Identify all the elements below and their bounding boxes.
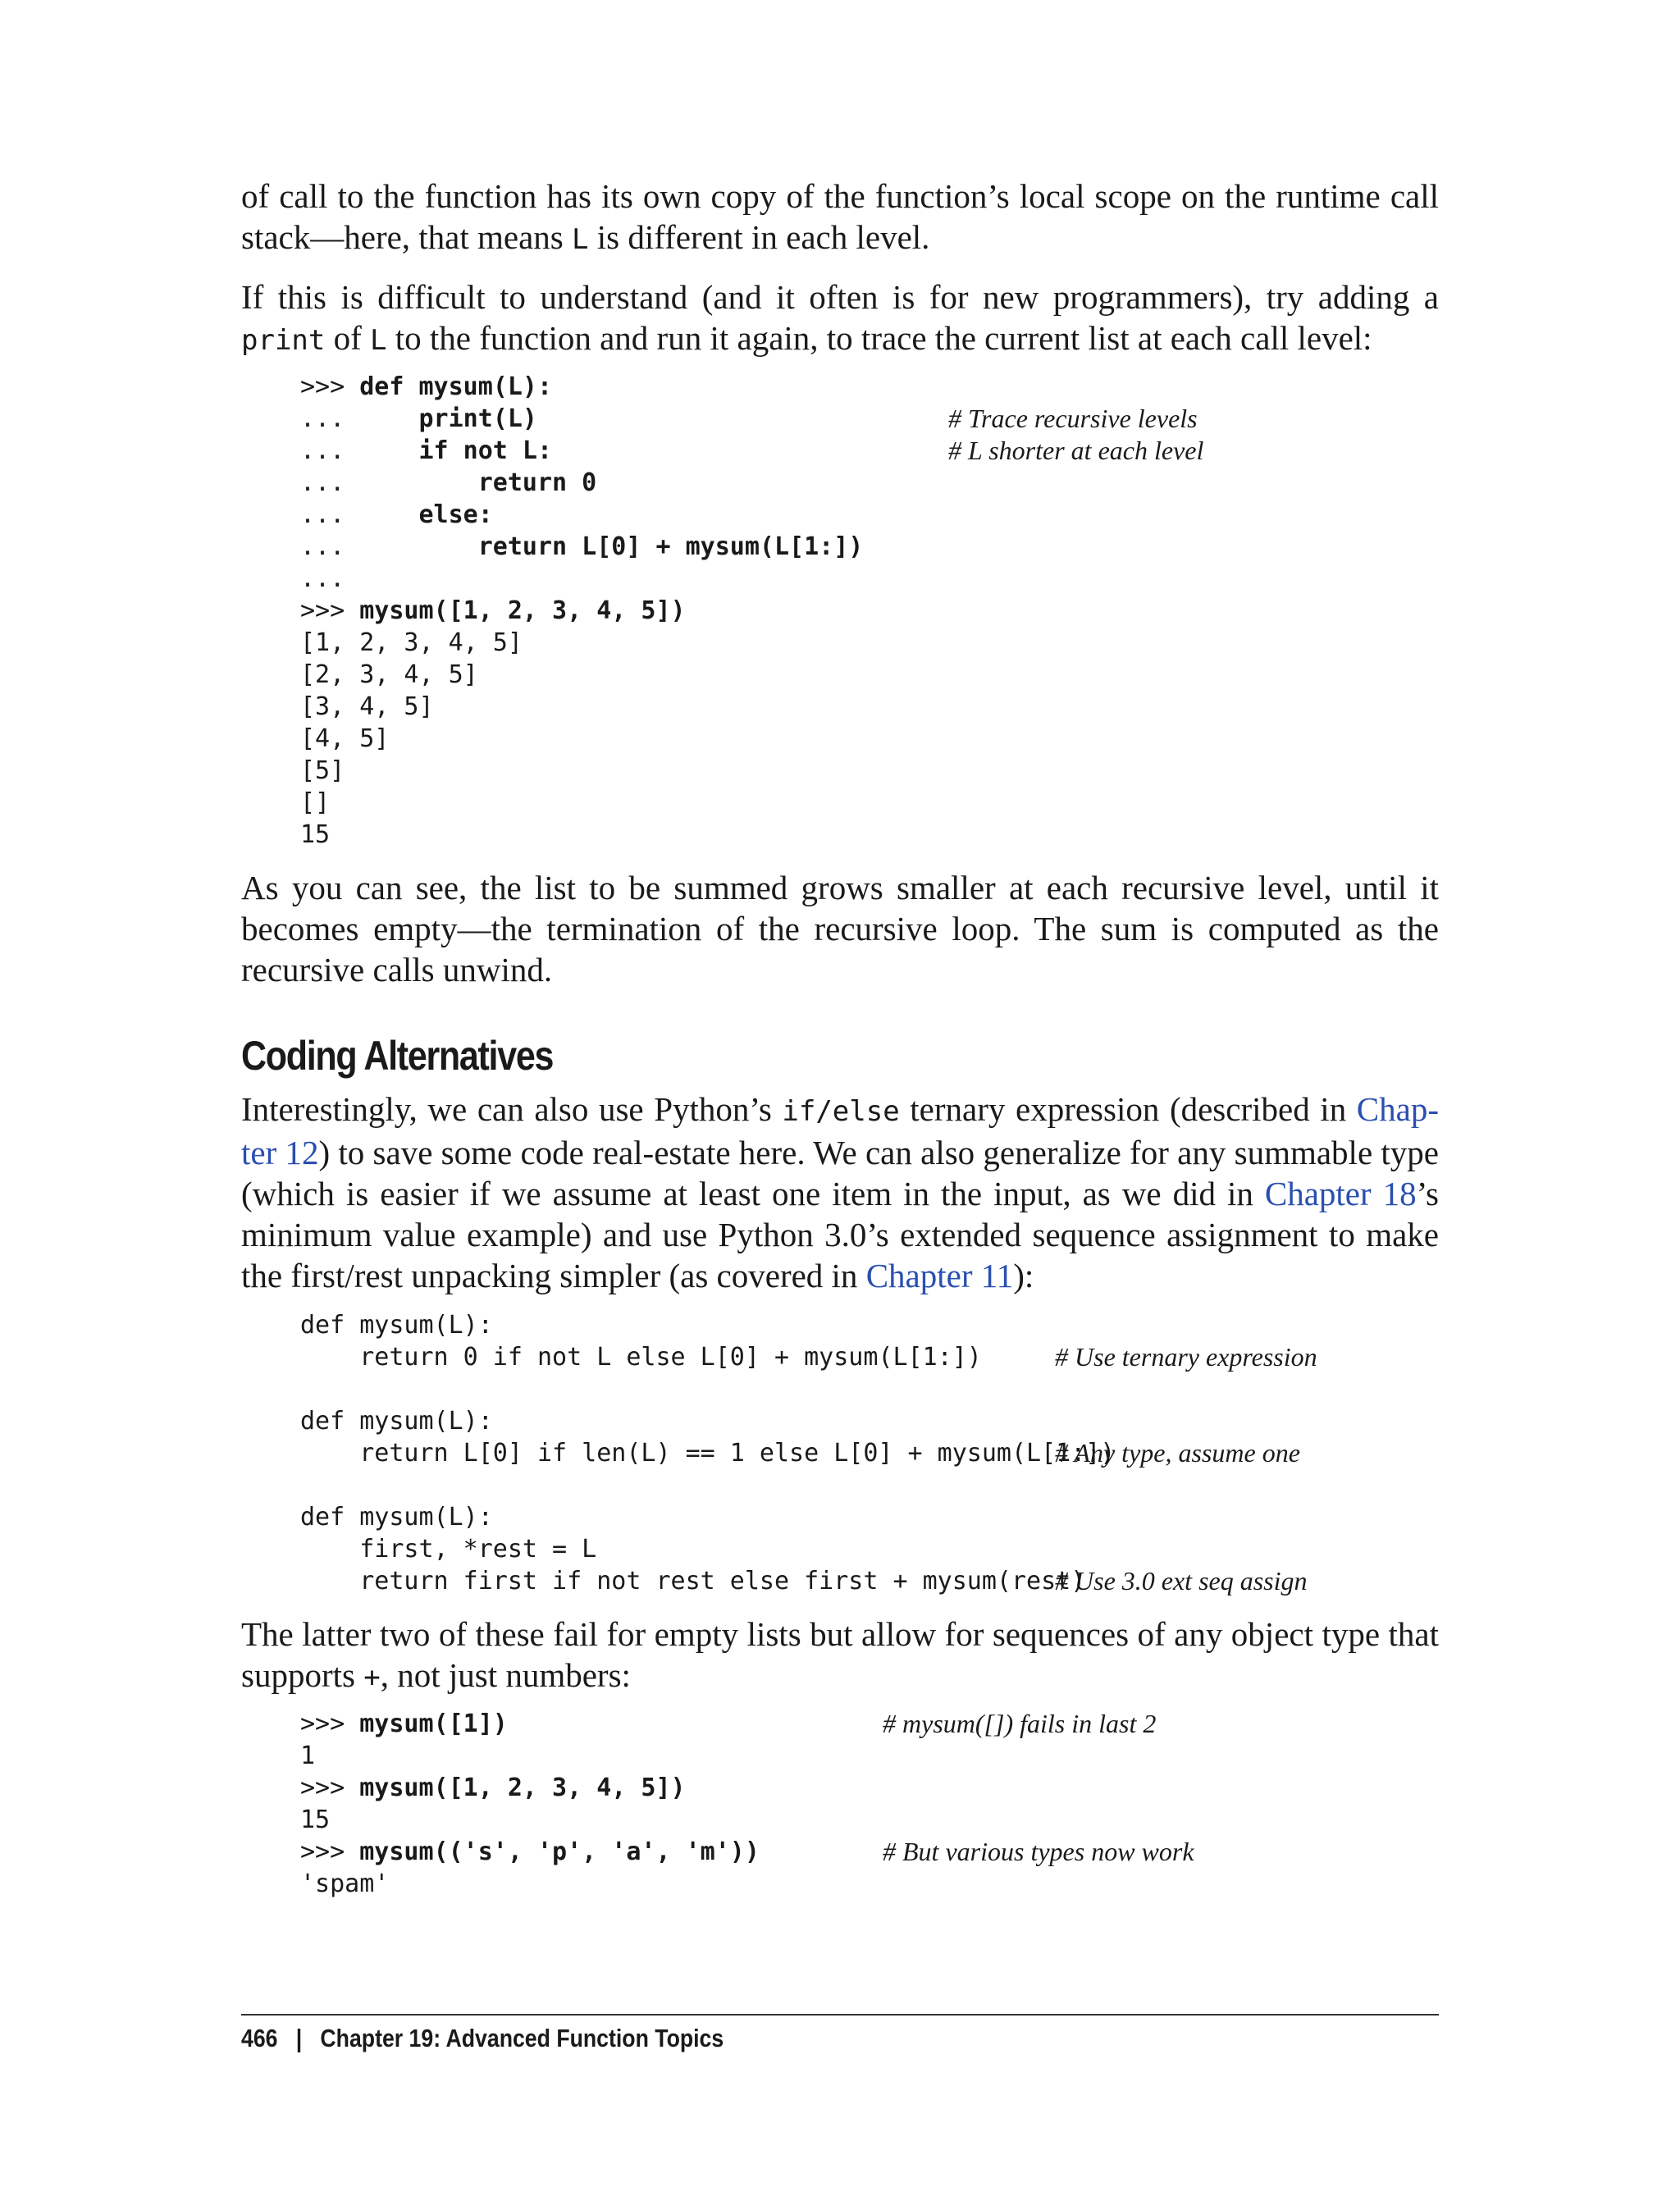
code-line [300,1740,1439,1772]
code-prompt: 15 [300,820,331,849]
code-text: return L[0] + mysum(L[1:]) [477,532,864,561]
code-line [300,1469,1439,1501]
code-prompt: [5] [300,756,345,785]
link-chapter-12[interactable]: Chapter 12 [241,1090,1439,1171]
code-line [300,819,1439,851]
code-prompt: ... [300,404,419,433]
code-text: if not L: [418,436,553,465]
code-comment: # Use ternary expression [1055,1342,1317,1372]
code-line [300,1565,1439,1597]
code-block-types [300,1708,1439,1900]
chapter-title: Chapter 19: Advanced Function Topics [320,2024,724,2052]
code-prompt: ... [300,532,478,561]
code-text: return L[0] if len(L) == 1 else L[0] + mysum(L[1:]) [300,1439,1116,1468]
footer-separator: | [295,2024,303,2052]
code-line [300,595,1439,627]
code-comment: # But various types now work [883,1837,1194,1866]
code-text: def mysum(L): [359,372,553,401]
code-text: mysum(('s', 'p', 'a', 'm')) [359,1838,760,1866]
code-line [300,531,1439,563]
code-comment: # Any type, assume one [1055,1438,1300,1468]
code-text: def mysum(L): [300,1311,493,1340]
paragraph-alternatives [241,1089,1439,1296]
code-line [300,787,1439,819]
code-text: print(L) [418,404,537,433]
paragraph-latter [241,1614,1439,1698]
code-prompt: ... [300,436,419,465]
code-text: mysum([1]) [359,1710,508,1738]
code-text: return 0 [477,468,597,497]
code-prompt: [1, 2, 3, 4, 5] [300,628,523,657]
code-line [300,1836,1439,1868]
text-run: ternary expression (described in [899,1090,1357,1128]
code-line [300,691,1439,723]
paragraph-summary: As you can see, the list to be summed grows smaller at each recursive level, until it becomes empty—the termination of the recursive loop. The sum is computed as the recursive calls unwind. [241,869,1439,988]
code-line [300,371,1439,403]
footer-rule [241,2014,1439,2016]
code-prompt: >>> [300,596,360,625]
page-footer [241,2022,724,2055]
text-run: ): [1013,1257,1034,1294]
text-run: If this is difficult to understand (and it often is for new programmers), try adding a [241,278,1439,316]
paragraph-trace [241,276,1439,361]
code-line [300,1772,1439,1804]
code-line [300,627,1439,659]
code-prompt: [] [300,788,331,817]
code-line [300,403,1439,435]
code-line [300,723,1439,755]
inline-code: + [363,1661,381,1694]
code-line [300,467,1439,499]
code-text: mysum([1, 2, 3, 4, 5]) [359,596,686,625]
code-block-alternatives [300,1309,1439,1597]
code-text: return 0 if not L else L[0] + mysum(L[1:]) [300,1343,982,1372]
page-content [241,176,1439,1900]
code-line [300,1341,1439,1373]
code-comment: # Use 3.0 ext seq assign [1055,1566,1308,1596]
code-line [300,563,1439,595]
code-prompt: ... [300,564,345,593]
text-run: of call to the function has its own copy of the function’s local scope on the runtime call stack—here, that means [241,177,1439,256]
code-line [300,435,1439,467]
paragraph-intro [241,176,1439,260]
code-prompt: [2, 3, 4, 5] [300,660,478,689]
code-prompt: 15 [300,1806,331,1834]
inline-code: if/else [782,1095,900,1128]
page-number: 466 [241,2024,278,2052]
code-prompt: >>> [300,1774,360,1802]
code-prompt: ... [300,468,478,497]
code-comment: # Trace recursive levels [948,404,1198,433]
code-prompt: [3, 4, 5] [300,692,434,721]
code-line [300,1309,1439,1341]
text-run: is different in each level. [588,218,930,256]
code-text: def mysum(L): [300,1503,493,1532]
code-line [300,1804,1439,1836]
text-run: ’s minimum value example) and use Python 3.0’s extended sequence assignment to make the first/rest unpacking simpler (as covered in [241,1175,1439,1294]
code-text: return first if not rest else first + mysum(rest) [300,1567,1086,1596]
inline-code: L [370,324,387,357]
inline-code: L [572,223,589,256]
text-run: of [325,319,371,357]
code-text: first, *rest = L [300,1535,597,1564]
code-line [300,1868,1439,1900]
section-heading: Coding Alternatives [241,1033,554,1079]
code-text: def mysum(L): [300,1407,493,1436]
code-line [300,1708,1439,1740]
code-line [300,1405,1439,1437]
code-text: else: [418,500,493,529]
code-line [300,755,1439,787]
code-prompt: 1 [300,1742,316,1770]
code-prompt: ... [300,500,419,529]
code-line [300,1533,1439,1565]
link-chapter-11[interactable]: Chapter 11 [865,1257,1014,1294]
text-run: ) to save some code real-estate here. We can also generalize for any summable type (which is easier if we assume at least one item in the input, as we did in [241,1134,1439,1212]
text-run: to the function and run it again, to trace the current list at each call level: [386,319,1372,357]
code-line [300,1373,1439,1405]
code-block-trace [300,371,1439,851]
code-prompt: [4, 5] [300,724,390,753]
code-comment: # mysum([]) fails in last 2 [883,1709,1157,1738]
code-line [300,1501,1439,1533]
code-prompt: >>> [300,1710,360,1738]
inline-code: print [241,324,326,357]
text-run: The latter two of these fail for empty lists but allow for sequences of any object type that supports [241,1615,1439,1694]
text-run: Interestingly, we can also use Python’s [241,1090,783,1128]
code-comment: # L shorter at each level [948,436,1204,465]
code-prompt: 'spam' [300,1869,390,1898]
code-line [300,659,1439,691]
link-chapter-18[interactable]: Chapter 18 [1264,1175,1417,1212]
code-prompt: >>> [300,372,360,401]
code-line [300,499,1439,531]
code-prompt: >>> [300,1838,360,1866]
text-run: , not just numbers: [380,1656,631,1694]
code-line [300,1437,1439,1469]
code-text: mysum([1, 2, 3, 4, 5]) [359,1774,686,1802]
